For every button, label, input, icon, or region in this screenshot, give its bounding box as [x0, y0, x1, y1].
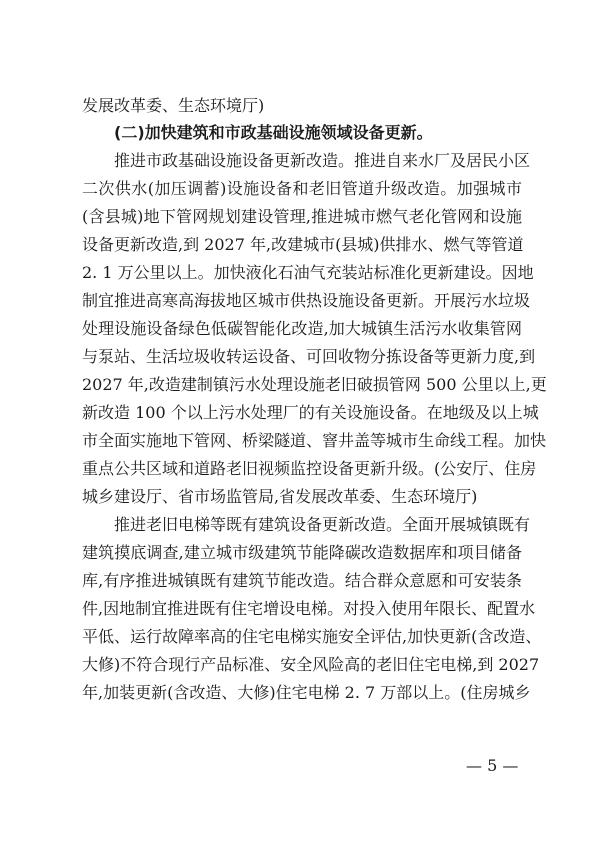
text-line: 库,有序推进城镇既有建筑节能改造。结合群众意愿和可安装条 — [82, 571, 522, 590]
text-line: 市全面实施地下管网、桥梁隧道、窨井盖等城市生命线工程。加快 — [82, 431, 547, 450]
text-line: 城乡建设厅、省市场监管局,省发展改革委、生态环境厅) — [82, 487, 478, 506]
text-line: 件,因地制宜推进既有住宅增设电梯。对投入使用年限长、配置水 — [82, 599, 536, 618]
text-line: 平低、运行故障率高的住宅电梯实施安全评估,加快更新(含改造、 — [82, 627, 542, 646]
text-line: 重点公共区域和道路老旧视频监控设备更新升级。(公安厅、住房 — [82, 459, 537, 478]
text-line: 2027 年,改造建制镇污水处理设施老旧破损管网 500 公里以上,更 — [82, 375, 547, 394]
text-line: 大修)不符合现行产品标准、安全风险高的老旧住宅电梯,到 2027 — [82, 655, 540, 674]
text-line: 2. 1 万公里以上。加快液化石油气充装站标准化更新建设。因地 — [82, 263, 534, 282]
text-line: 二次供水(加压调蓄)设施设备和老旧管道升级改造。加强城市 — [82, 179, 522, 198]
paragraph-first-line: 推进市政基础设施设备更新改造。推进自来水厂及居民小区 — [114, 151, 531, 170]
text-line: 与泵站、生活垃圾收转运设备、可回收物分拣设备等更新力度,到 — [82, 347, 536, 366]
text-line: 年,加装更新(含改造、大修)住宅电梯 2. 7 万部以上。(住房城乡 — [82, 683, 531, 702]
paragraph-first-line: 推进老旧电梯等既有建筑设备更新改造。全面开展城镇既有 — [114, 515, 531, 534]
text-line: 制宜推进高寒高海拔地区城市供热设施设备更新。开展污水垃圾 — [82, 291, 531, 310]
page-number: — 5 — — [466, 756, 519, 775]
section-heading: (二)加快建筑和市政基础设施领域设备更新。 — [114, 123, 433, 142]
text-line: (含县城)地下管网规划建设管理,推进城市燃气老化管网和设施 — [82, 207, 522, 226]
text-line: 发展改革委、生态环境厅) — [82, 96, 265, 115]
text-line: 设备更新改造,到 2027 年,改建城市(县城)供排水、燃气等管道 — [82, 235, 524, 254]
text-line: 建筑摸底调查,建立城市级建筑节能降碳改造数据库和项目储备 — [82, 543, 522, 562]
text-line: 新改造 100 个以上污水处理厂的有关设施设备。在地级及以上城 — [82, 403, 539, 422]
text-line: 处理设施设备绿色低碳智能化改造,加大城镇生活污水收集管网 — [82, 319, 522, 338]
